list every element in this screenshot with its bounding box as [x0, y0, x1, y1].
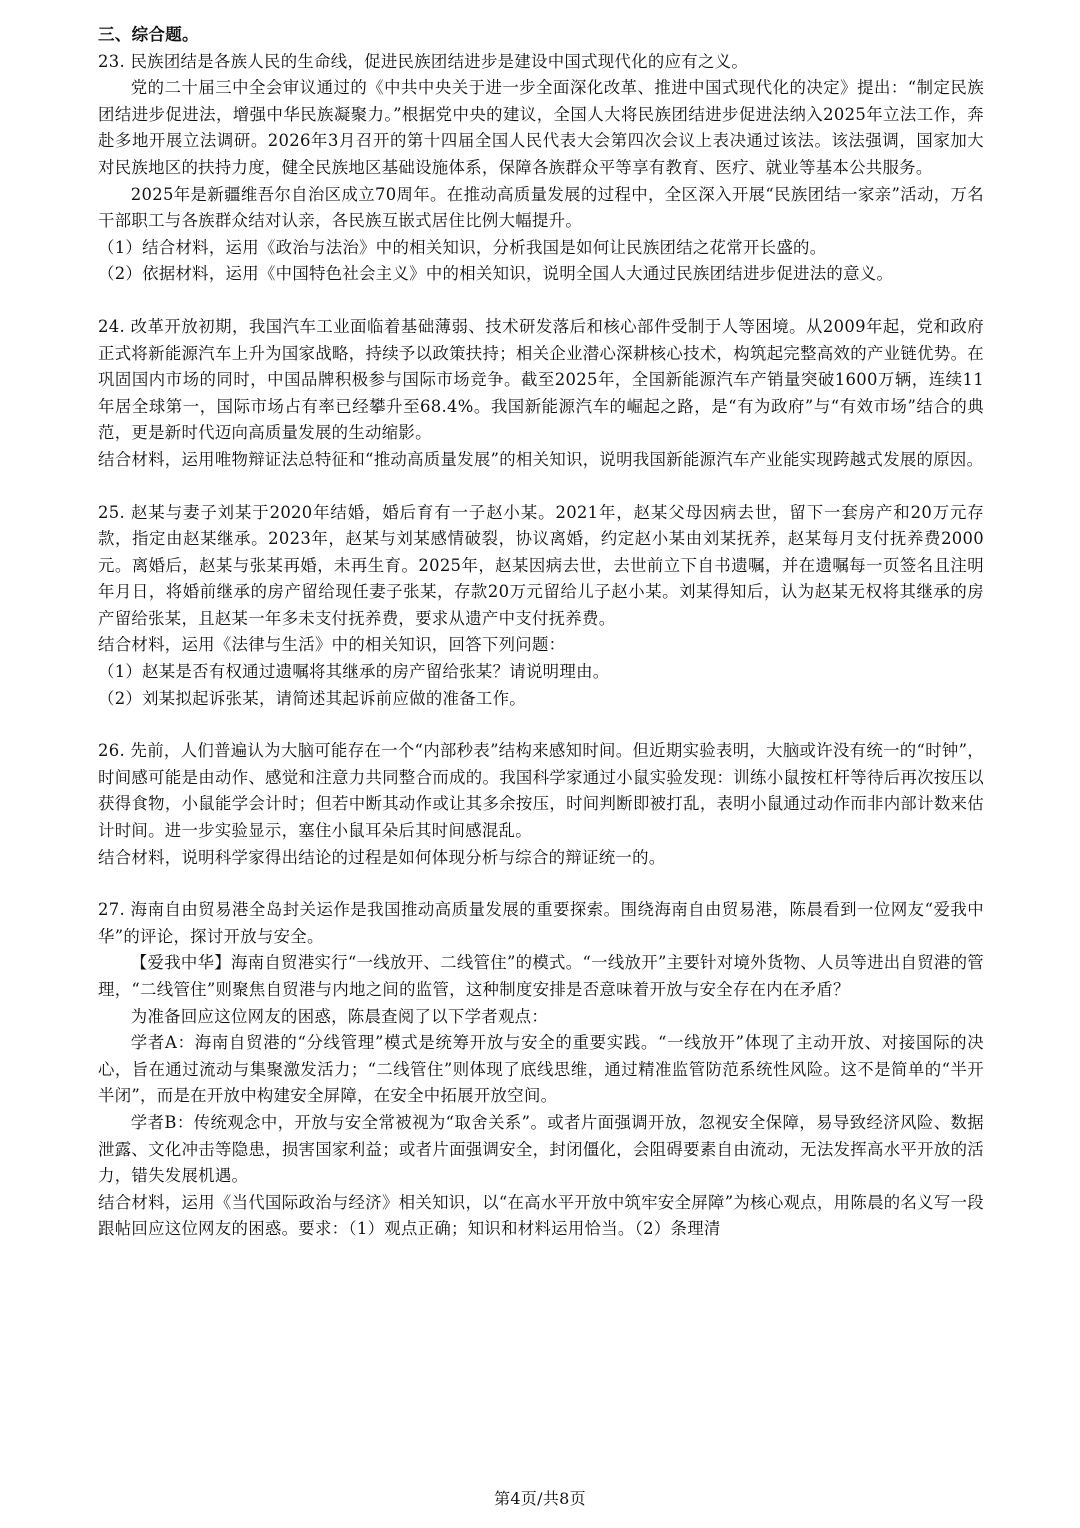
q23-stem: 23. 民族团结是各族人民的生命线，促进民族团结进步是建设中国式现代化的应有之义。 [98, 51, 749, 71]
q23-material-2: 2025年是新疆维吾尔自治区成立70周年。在推动高质量发展的过程中，全区深入开展“民族团结一家亲”活动，万名干部职工与各族群众结对认亲，各民族互嵌式居住比例大幅提升。 [98, 184, 984, 231]
q27-scholar-b: 学者B：传统观念中，开放与安全常被视为“取舍关系”。或者片面强调开放，忽视安全保障，易导致经济风险、数据泄露、文化冲击等隐患，损害国家利益；或者片面强调安全，封闭僵化，会阻碍要素自由流动，无法发挥高水平开放的活力，错失发展机遇。 [98, 1112, 984, 1186]
q23-sub-2: （2）依据材料，运用《中国特色社会主义》中的相关知识，说明全国人大通过民族团结进步促进法的意义。 [98, 264, 894, 284]
page-footer: 第4页/共8页 [494, 1489, 586, 1508]
q23-material-1: 党的二十届三中全会审议通过的《中共中央关于进一步全面深化改革、推进中国式现代化的决定》提出：“制定民族团结进步促进法，增强中华民族凝聚力。”根据党中央的建议，全国人大将民族团结进步促进法纳入2025年立法工作，奔赴多地开展立法调研。2026年3月召开的第十四届全国人民代表大会第四次会议上表决通过该法。该法强调，国家加大对民族地区的扶持力度，健全民族地区基础设施体系，保障各族群众平等享有教育、医疗、就业等基本公共服务。 [98, 78, 984, 177]
q27-stem: 27. 海南自由贸易港全岛封关运作是我国推动高质量发展的重要探索。围绕海南自由贸易港，陈晨看到一位网友“爱我中华”的评论，探讨开放与安全。 [98, 900, 984, 946]
question-25 [98, 500, 984, 713]
q23-sub-1: （1）结合材料，运用《政治与法治》中的相关知识，分析我国是如何让民族团结之花常开长盛的。 [98, 237, 827, 257]
q27-scholar-a: 学者A：海南自贸港的“分线管理”模式是统筹开放与安全的重要实践。“一线放开”体现了主动开放、对接国际的决心，旨在通过流动与集聚激发活力；“二线管住”则体现了底线思维，通过精准监管防范系统性风险。这不是简单的“半开半闭”，而是在开放中构建安全屏障，在安全中拓展开放空间。 [98, 1033, 984, 1106]
q24-stem: 24. 改革开放初期，我国汽车工业面临着基础薄弱、技术研发落后和核心部件受制于人等困境。从2009年起，党和政府正式将新能源汽车上升为国家战略，持续予以政策扶持；相关企业潜心深耕核心技术，构筑起完整高效的产业链优势。在巩固国内市场的同时，中国品牌积极参与国际市场竞争。截至2025年，全国新能源汽车产销量突破1600万辆，连续11年居全球第一，国际市场占有率已经攀升至68.4%。我国新能源汽车的崛起之路，是“有为政府”与“有效市场”结合的典范，更是新时代迈向高质量发展的生动缩影。 [98, 316, 984, 443]
q26-task: 结合材料，说明科学家得出结论的过程是如何体现分析与综合的辩证统一的。 [98, 847, 666, 867]
question-27 [98, 897, 984, 1243]
spacer [98, 474, 984, 500]
q27-task: 结合材料，运用《当代国际政治与经济》相关知识，以“在高水平开放中筑牢安全屏障”为核心观点，用陈晨的名义写一段跟帖回应这位网友的困惑。要求：（1）观点正确；知识和材料运用恰当。（2）条理清 [98, 1192, 984, 1239]
q25-task: 结合材料，运用《法律与生活》中的相关知识，回答下列问题： [98, 635, 566, 655]
q25-sub-2: （2）刘某拟起诉张某，请简述其起诉前应做的准备工作。 [98, 688, 526, 708]
q24-task: 结合材料，运用唯物辩证法总特征和“推动高质量发展”的相关知识，说明我国新能源汽车产业能实现跨越式发展的原因。 [98, 449, 984, 469]
q27-intro: 为准备回应这位网友的困惑，陈晨查阅了以下学者观点： [130, 1006, 549, 1026]
question-24 [98, 314, 984, 474]
spacer [98, 712, 984, 738]
question-23 [98, 49, 984, 288]
section-title: 三、综合题。 [98, 25, 199, 44]
q25-stem: 25. 赵某与妻子刘某于2020年结婚，婚后育有一子赵小某。2021年，赵某父母因病去世，留下一套房产和20万元存款，指定由赵某继承。2023年，赵某与刘某感情破裂，协议离婚，约定赵小某由刘某抚养，赵某每月支付抚养费2000元。离婚后，赵某与张某再婚，未再生育。2025年，赵某因病去世，去世前立下自书遗嘱，并在遗嘱每一页签名且注明年月日，将婚前继承的房产留给现任妻子张某，存款20万元留给儿子赵小某。刘某得知后，认为赵某无权将其继承的房产留给张某，且赵某一年多未支付抚养费，要求从遗产中支付抚养费。 [98, 502, 984, 628]
q25-sub-1: （1）赵某是否有权通过遗嘱将其继承的房产留给张某？请说明理由。 [98, 662, 610, 682]
q27-comment: 【爱我中华】海南自贸港实行“一线放开、二线管住”的模式。“一线放开”主要针对境外货物、人员等进出自贸港的管理，“二线管住”则聚焦自贸港与内地之间的监管，这种制度安排是否意味着开放与安全存在内在矛盾？ [98, 953, 984, 999]
spacer [98, 288, 984, 314]
question-26 [98, 738, 984, 871]
spacer [98, 871, 984, 897]
q26-stem: 26. 先前，人们普遍认为大脑可能存在一个“内部秒表”结构来感知时间。但近期实验表明，大脑或许没有统一的“时钟”，时间感可能是由动作、感觉和注意力共同整合而成的。我国科学家通过小鼠实验发现：训练小鼠按杠杆等待后再次按压以获得食物，小鼠能学会计时；但若中断其动作或让其多余按压，时间判断即被打乱，表明小鼠通过动作而非内部计数来估计时间。进一步实验显示，塞住小鼠耳朵后其时间感混乱。 [98, 741, 984, 841]
